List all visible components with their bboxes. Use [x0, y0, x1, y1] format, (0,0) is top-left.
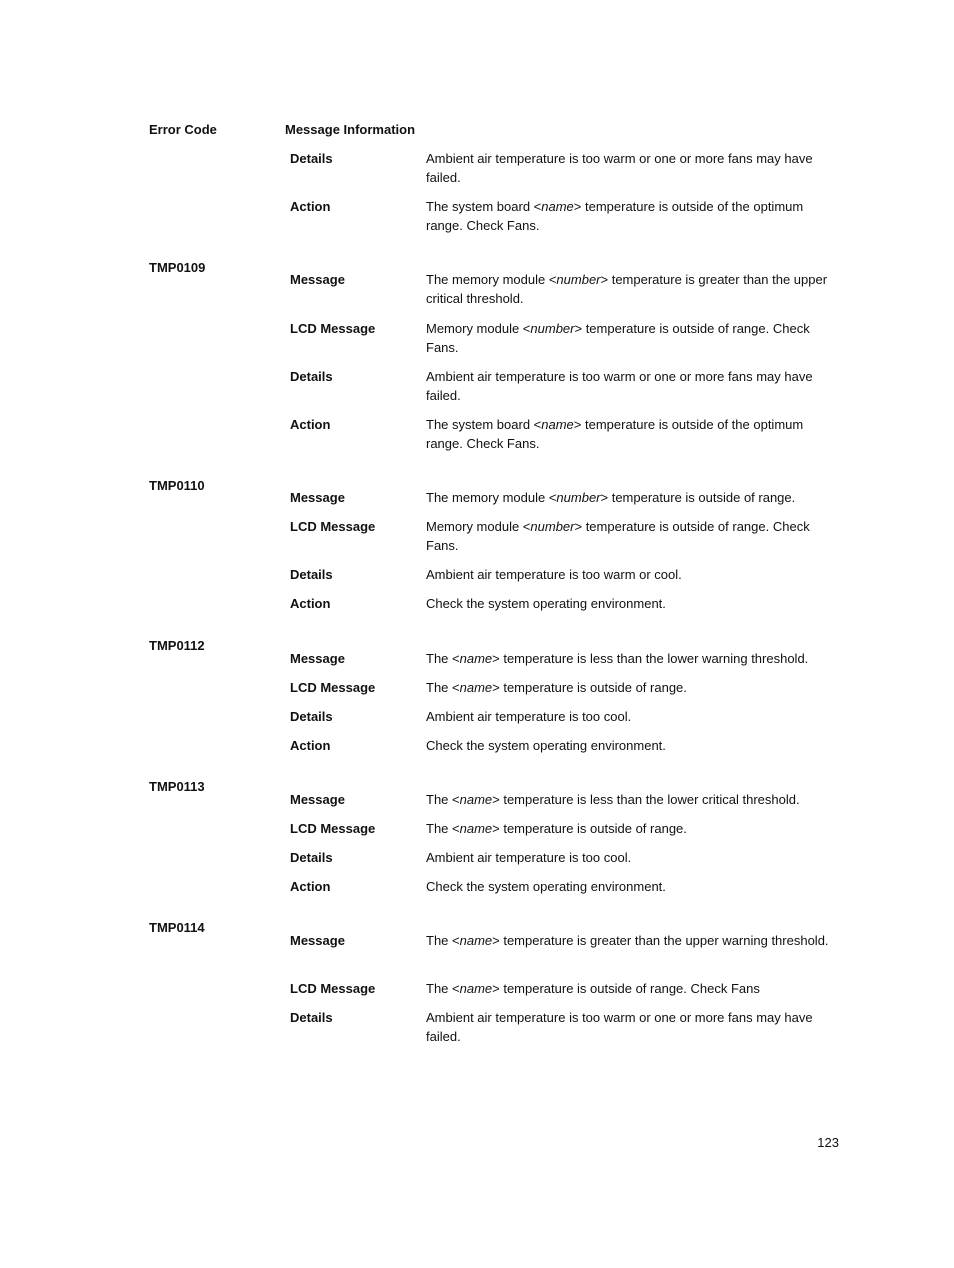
row-description: The <name> temperature is greater than the upper warning threshold. [426, 933, 829, 948]
row-label: Action [290, 879, 331, 894]
row-description: The <name> temperature is less than the lower critical threshold. [426, 792, 800, 807]
row-description: Memory module <number> temperature is outside of range. Check Fans. [426, 519, 810, 553]
entry-rows [290, 649, 839, 765]
row-label: Details [290, 709, 333, 724]
row-description: Ambient air temperature is too warm or cool. [426, 567, 682, 582]
row-description: Memory module <number> temperature is outside of range. Check Fans. [426, 321, 810, 355]
row-details [290, 149, 839, 197]
error-code: TMP0109 [149, 260, 206, 275]
row-description: The <name> temperature is less than the lower warning threshold. [426, 651, 809, 666]
page-number: 123 [817, 1135, 839, 1150]
row-description: Ambient air temperature is too cool. [426, 850, 632, 865]
row-action [290, 197, 839, 245]
row-label: Action [290, 738, 331, 753]
row-label: Message [290, 651, 345, 666]
entry-rows [290, 790, 839, 906]
row-description: Check the system operating environment. [426, 596, 666, 611]
placeholder-variable: number [530, 519, 575, 534]
row-details [290, 565, 839, 594]
row-action [290, 415, 839, 463]
header-error-code: Error Code [149, 122, 217, 137]
row-description: The memory module <number> temperature is outside of range. [426, 490, 796, 505]
row-label: Message [290, 490, 345, 505]
error-code: TMP0114 [149, 920, 205, 935]
row-description: Check the system operating environment. [426, 738, 666, 753]
continuation-rows [290, 149, 839, 245]
row-message [290, 488, 839, 517]
placeholder-variable: name [541, 199, 574, 214]
row-details [290, 367, 839, 415]
row-action [290, 594, 839, 623]
row-action [290, 877, 839, 906]
row-lcd-message [290, 678, 839, 707]
row-description: Check the system operating environment. [426, 879, 666, 894]
row-details [290, 707, 839, 736]
placeholder-variable: name [459, 651, 493, 666]
error-code: TMP0113 [149, 779, 205, 794]
row-description: The <name> temperature is outside of range. Check Fans [426, 981, 760, 996]
placeholder-variable: number [530, 321, 575, 336]
row-label: Details [290, 369, 333, 384]
row-message [290, 931, 839, 979]
row-description: Ambient air temperature is too warm or one or more fans may have failed. [426, 1010, 813, 1044]
row-description: Ambient air temperature is too warm or one or more fans may have failed. [426, 151, 813, 185]
error-code: TMP0110 [149, 478, 205, 493]
row-description: The memory module <number> temperature is greater than the upper critical threshold. [426, 272, 828, 306]
row-label: Message [290, 792, 345, 807]
row-message [290, 270, 839, 319]
placeholder-variable: number [556, 490, 601, 505]
row-label: Message [290, 933, 345, 948]
row-description: The <name> temperature is outside of range. [426, 821, 687, 836]
placeholder-variable: name [459, 821, 493, 836]
row-label: Details [290, 1010, 333, 1025]
row-lcd-message [290, 819, 839, 848]
row-details [290, 848, 839, 877]
row-label: LCD Message [290, 981, 376, 996]
row-label: Details [290, 850, 333, 865]
row-label: LCD Message [290, 519, 376, 534]
entry-rows [290, 270, 839, 463]
row-label: Action [290, 199, 331, 214]
row-label: LCD Message [290, 680, 376, 695]
row-label: LCD Message [290, 821, 376, 836]
row-label: Details [290, 151, 333, 166]
table-header [149, 120, 849, 140]
row-action [290, 736, 839, 765]
row-lcd-message [290, 517, 839, 565]
entry-rows [290, 488, 839, 623]
row-label: LCD Message [290, 321, 376, 336]
placeholder-variable: name [541, 417, 574, 432]
row-message [290, 649, 839, 678]
row-label: Action [290, 596, 331, 611]
row-label: Details [290, 567, 333, 582]
row-lcd-message [290, 319, 839, 367]
entry-rows [290, 931, 839, 1056]
row-label: Message [290, 272, 345, 287]
placeholder-variable: name [459, 680, 493, 695]
placeholder-variable: name [459, 981, 493, 996]
row-lcd-message [290, 979, 839, 1008]
row-description: The system board <name> temperature is outside of the optimum range. Check Fans. [426, 199, 804, 233]
row-description: Ambient air temperature is too warm or one or more fans may have failed. [426, 369, 813, 403]
row-label: Action [290, 417, 331, 432]
error-code: TMP0112 [149, 638, 205, 653]
header-message-information: Message Information [285, 122, 416, 137]
row-description: The system board <name> temperature is outside of the optimum range. Check Fans. [426, 417, 804, 451]
row-message [290, 790, 839, 819]
row-description: The <name> temperature is outside of range. [426, 680, 687, 695]
placeholder-variable: name [459, 792, 493, 807]
placeholder-variable: name [459, 933, 493, 948]
row-details [290, 1008, 839, 1056]
row-description: Ambient air temperature is too cool. [426, 709, 632, 724]
placeholder-variable: number [556, 272, 601, 287]
